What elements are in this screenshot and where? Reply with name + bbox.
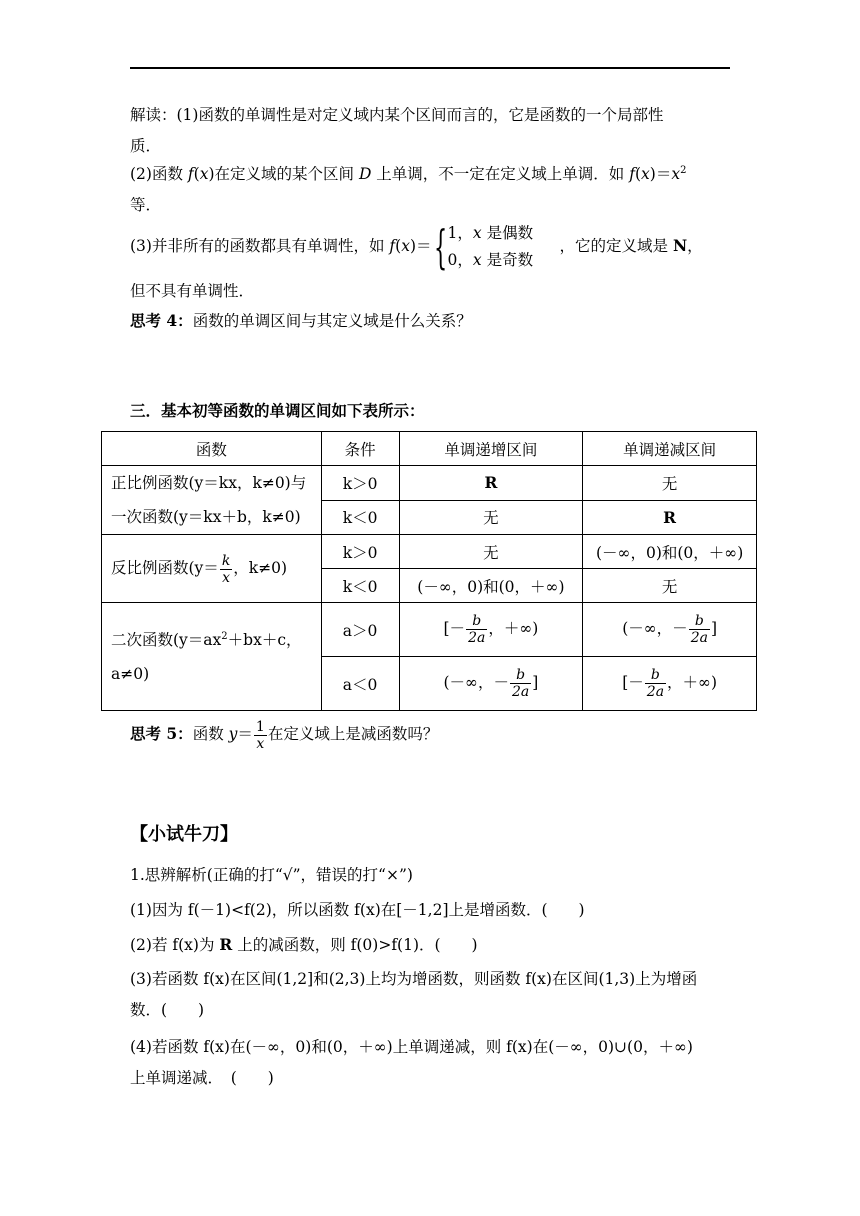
numerator: b (510, 667, 531, 684)
denominator: 2a (646, 684, 665, 700)
math-var: f (629, 165, 635, 183)
table-cell-increasing: R (399, 466, 583, 501)
text: (2)若 f(x)为 (130, 936, 220, 954)
table-header-row (102, 432, 757, 466)
text: ，它的定义域是 (559, 237, 673, 255)
brace-symbol: { (433, 220, 447, 274)
text: [－ (622, 673, 644, 692)
math-var: x (199, 165, 209, 183)
question-4 (130, 1032, 730, 1094)
section-heading: 三．基本初等函数的单调区间如下表所示： (130, 401, 425, 420)
case-1 (448, 221, 534, 245)
text: ＝ (237, 725, 253, 743)
table-cell-condition: k＜0 (321, 500, 399, 535)
numerator: b (466, 613, 487, 630)
fraction (254, 719, 267, 752)
math-var: x (671, 165, 681, 183)
text: 上的减函数，则 f(0)>f(1)．( ) (232, 936, 478, 954)
table-header: 单调递增区间 (399, 432, 583, 466)
text: )＝ (409, 237, 432, 255)
monotonic-intervals-table (101, 431, 757, 711)
numerator: b (689, 613, 710, 630)
fraction (220, 553, 232, 586)
table-cell-condition: k＞0 (321, 535, 399, 569)
table-cell-function (102, 466, 322, 535)
text: (－∞，－ (443, 673, 509, 692)
question-1: (1)因为 f(－1)<f(2)，所以函数 f(x)在[－1,2]上是增函数．( ) (130, 901, 585, 919)
numerator: b (645, 667, 666, 684)
table-cell-decreasing (583, 657, 757, 711)
math-var: x (641, 165, 650, 183)
fraction (689, 613, 710, 646)
text-line: (3)若函数 f(x)在区间(1,2]和(2,3)上均为增函数，则函数 f(x)在区间(1,3)上为增函 (130, 970, 698, 988)
piecewise-function (434, 219, 550, 275)
text-line: (4)若函数 f(x)在(－∞，0)和(0，＋∞)上单调递减，则 f(x)在(－∞，0)∪(0，＋∞) (130, 1038, 693, 1056)
table-cell-decreasing: (－∞，0)和(0，＋∞) (583, 535, 757, 569)
case-2 (448, 248, 534, 272)
question-2 (130, 929, 730, 961)
text: 函数 (192, 725, 229, 743)
cell-text: ，k≠0) (233, 559, 288, 578)
table-cell-increasing: 无 (399, 500, 583, 535)
table-header: 函数 (102, 432, 322, 466)
text: 是奇数 (481, 251, 534, 269)
math-var: x (472, 251, 482, 269)
denominator: x (256, 735, 265, 752)
text: 是偶数 (481, 224, 534, 242)
table-cell-decreasing (583, 603, 757, 657)
practice-section-title: 【小试牛刀】 (130, 824, 238, 845)
cell-text: 正比例函数(y＝kx，k≠0)与 (111, 474, 307, 492)
think-text: 函数的单调区间与其定义域是什么关系？ (192, 312, 472, 330)
header-rule (130, 67, 730, 69)
cell-text: 一次函数(y＝kx＋b，k≠0) (111, 508, 301, 526)
math-var: x (472, 224, 482, 242)
question-3 (130, 964, 730, 1026)
table-header: 条件 (321, 432, 399, 466)
math-set: N (672, 236, 688, 255)
denominator: 2a (690, 630, 708, 646)
table-cell-decreasing: 无 (583, 466, 757, 501)
table-cell-decreasing: R (583, 500, 757, 535)
text-line: 上单调递减． ( ) (130, 1069, 274, 1087)
math-set: R (219, 935, 233, 954)
table-cell-increasing: (－∞，0)和(0，＋∞) (399, 569, 583, 603)
table-row (102, 535, 757, 569)
fraction (466, 613, 487, 646)
table-cell-condition: k＜0 (321, 569, 399, 603)
text: 上单调，不一定在定义域上单调．如 (371, 165, 630, 183)
math-var: D (358, 165, 372, 183)
text: (3)并非所有的函数都具有单调性，如 (130, 237, 390, 255)
paragraph-interpretation-2 (130, 159, 730, 221)
text: )在定义域的某个区间 (208, 165, 359, 183)
denominator: 2a (511, 684, 530, 700)
table-cell-condition: a＜0 (321, 657, 399, 711)
table-cell-condition: a＞0 (321, 603, 399, 657)
text: 1， (447, 224, 473, 242)
table-cell-increasing (399, 603, 583, 657)
fraction (510, 667, 531, 700)
text: ( (395, 237, 402, 255)
cell-text: 反比例函数(y＝ (111, 559, 219, 578)
text: )＝ (649, 165, 672, 183)
paragraph-interpretation-3 (130, 218, 730, 275)
text-line: 解读：(1)函数的单调性是对定义域内某个区间而言的，它是函数的一个局部性 (130, 106, 664, 124)
table-cell-decreasing: 无 (583, 569, 757, 603)
think-label: 思考 4： (130, 311, 193, 330)
text: ( (634, 165, 642, 183)
numerator: 1 (255, 718, 265, 735)
text: 0， (447, 251, 473, 269)
denominator: 2a (468, 630, 486, 646)
cell-text: a≠0) (111, 664, 150, 683)
paragraph-interpretation-1 (130, 100, 730, 162)
cell-text (111, 623, 321, 657)
text-line: 数．( ) (130, 1001, 205, 1019)
table-cell-condition: k＞0 (321, 466, 399, 501)
text: 在定义域上是减函数吗？ (267, 725, 439, 743)
think-5 (130, 712, 730, 756)
text: ， (687, 237, 703, 255)
fraction (645, 667, 666, 700)
text: ] (710, 619, 718, 638)
table-row (102, 603, 757, 657)
exponent: 2 (680, 164, 687, 176)
text: ( (193, 165, 200, 183)
text-line: 质． (130, 137, 162, 155)
text: 二次函数(y＝ax (111, 630, 222, 649)
text: (2)函数 (130, 165, 188, 183)
text: [－ (443, 619, 466, 638)
think-4 (130, 305, 730, 337)
table-cell-function (102, 535, 322, 603)
text: ＋bx＋c， (227, 630, 302, 649)
text: ，＋∞) (667, 673, 718, 692)
table-cell-increasing: 无 (399, 535, 583, 569)
numerator: k (221, 552, 231, 569)
math-var: y (228, 725, 238, 743)
text: ] (532, 673, 539, 692)
text-line: 等． (130, 196, 162, 214)
math-var: x (401, 237, 410, 255)
text-line: 但不具有单调性． (130, 282, 255, 300)
exponent: 2 (221, 630, 228, 642)
text: (－∞，－ (622, 619, 688, 638)
think-label: 思考 5： (130, 724, 193, 743)
text-line (130, 159, 730, 190)
text: ，＋∞) (488, 619, 539, 638)
question-intro: 1.思辨解析(正确的打“√”，错误的打“×”) (130, 866, 413, 884)
table-cell-increasing (399, 657, 583, 711)
table-header: 单调递减区间 (583, 432, 757, 466)
math-var: f (389, 237, 396, 255)
math-var: f (187, 165, 194, 183)
denominator: x (222, 569, 230, 586)
table-row (102, 466, 757, 501)
table-cell-function (102, 603, 322, 711)
